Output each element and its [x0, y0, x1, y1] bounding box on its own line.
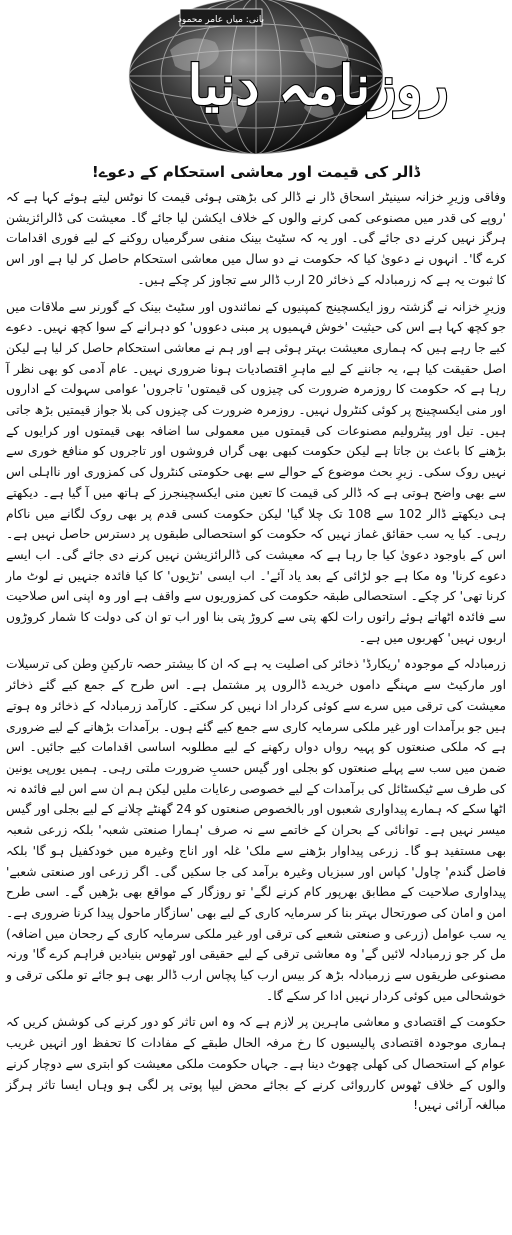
- paragraph-4: حکومت کے اقتصادی و معاشی ماہرین پر لازم ہے کہ وہ اس تاثر کو دور کرنے کی کوشش کریں کہ ہماری موجودہ اقتصادی پالیسیوں کا رخ مرفہ الحال طبقے کے مفادات کا تحفظ اور انہیں غریب عوام کے استحصال کی کھلی چھوٹ دینا ہے۔ جہاں حکومت ملکی معیشت کو ابتری سے دوچار کرنے والوں کے خلاف ٹھوس کارروائی کرنے کے بجائے محض لیپا پوتی پر لگی ہو وہاں ایسا تاثر ہرگز مبالغہ آرائی نہیں!: [6, 1015, 506, 1113]
- editorial-column: [6, 163, 506, 1118]
- paragraph-3: زرمبادلہ کے موجودہ 'ریکارڈ' ذخائر کی اصلیت یہ ہے کہ ان کا بیشتر حصہ تارکینِ وطن کی ترسیلات اور مارکیٹ سے مہنگے داموں خریدے ڈالروں پر مشتمل ہے۔ اس طرح کے جمع کیے گئے ذخائر معیشت کی ترقی میں سرے سے کوئی کردار ادا نہیں کر سکتے۔ کارآمد زرمبادلہ کے ذخائر وہ ہوتے ہیں جو برآمدات اور غیر ملکی سرمایہ کاری سے جمع کیے گئے ہوں۔ برآمدات بڑھانے کے لیے ضروری ہے کہ ملکی صنعتوں کو پہیہ رواں دواں رکھنے کے لیے مطلوبہ اساسی اقدامات کیے جائیں۔ اس ضمن میں سب سے پہلے صنعتوں کو بجلی اور گیس حسبِ ضرورت ملتی رہی۔ ہمیں یورپی یونین کی طرف سے ٹیکسٹائل کی برآمدات کے لیے خصوصی رعایات ملیں لیکن ہم ان سے اس لیے فائدہ نہ اٹھا سکے کہ ہمارے پیداواری شعبوں اور بالخصوص صنعتوں کو 24 گھنٹے چلانے کے لیے بجلی اور گیس میسر نہیں ہے۔ توانائی کے بحران کے خاتمے سے نہ صرف 'ہمارا صنعتی شعبہ' بلکہ زرعی شعبہ بھی مستفید ہو گا۔ زرعی پیداوار بڑھنے سے ملک' غلہ اور اناج وغیرہ میں خودکفیل ہو گا' بلکہ فاضل گندم' چاول' کپاس اور سبزیاں وغیرہ برآمد کی جا سکیں گی۔ اگر زرعی اور صنعتی شعبے' پیداواری صلاحیت کے مطابق بھرپور کام کرنے لگے' تو روزگار کے مواقع بھی بڑھیں گے۔ اسی طرح امن و امان کی صورتحال بہتر بنا کر سرمایہ کاری کے لیے بھی 'سازگار ماحول پیدا کرنا ضروری ہے۔ یہ سب عوامل (زرعی و صنعتی شعبے کی ترقی اور غیر ملکی سرمایہ کاری کے رجحان میں اضافہ) مل کر جو زرمبادلہ لائیں گے' وہ معاشی ترقی کے لیے حقیقی اور ٹھوس بنیادیں فراہم کرے گا' ورنہ مصنوعی طریقوں سے زرمبادلہ بڑھ کر بیس ارب کیا پچاس ارب ڈالر بھی ہو جائے تو ملکی ترقی و خوشحالی میں کوئی کردار نہیں ادا کر سکے گا۔: [6, 657, 506, 1003]
- newspaper-name-logo: روزنامہ دنیا: [187, 53, 449, 117]
- globe-logo: [0, 0, 512, 160]
- paragraph-2: وزیرِ خزانہ نے گزشتہ روز ایکسچینج کمپنیوں کے نمائندوں اور سٹیٹ بینک کے گورنر سے ملاقات میں جو کچھ کہا ہے اس کی حیثیت 'خوش فہمیوں پر مبنی دعووں' کو دہرانے کے سوا کچھ نہیں۔ دعوے کیے جا رہے ہیں کہ ہماری معیشت بہتر ہوئی ہے اور ہم نے معاشی استحکام حاصل کر لیا ہے لیکن اصل حقیقت کیا ہے، یہ جاننے کے لیے ماہرِ اقتصادیات ہونا ضروری نہیں۔ عام آدمی کو بھی نظر آ رہا ہے کہ حکومت کا روزمرہ ضرورت کی چیزوں کی قیمتوں' تاجروں' عوامی سہولت کے اداروں اور منی ایکسچینج پر کوئی کنٹرول نہیں۔ روزمرہ ضرورت کی چیزوں کی بلا جواز قیمتیں بڑھ جاتی ہیں۔ تیل اور پیٹرولیم مصنوعات کی قیمتوں میں معمولی سا اضافہ بھی قیمتوں اور کرایوں کے بڑھنے کا باعث بن جاتا ہے لیکن حکومت کبھی بھی گراں فروشوں اور تاجروں کو منافع خوری سے نہیں روک سکی۔ زیرِ بحث موضوع کے حوالے سے بھی حکومتی کنٹرول کی کمزوری اور نااہلی اس سے بھی واضح ہوتی ہے کہ ڈالر کی قیمت کا تعین منی ایکسچینجرز کے ہاتھ میں آ گیا ہے۔ دیکھتے ہی دیکھتے ڈالر 102 سے 108 تک چلا گیا' لیکن حکومت کسی قدم پر بھی روک لگانے میں ناکام رہی۔ کیا یہ سب حقائق غماز نہیں کہ حکومت کو استحصالی طبقوں پر دسترس حاصل نہیں ہے۔ اس کے باوجود دعویٰ کیا جا رہا ہے کہ معیشت کی ڈالرائزیشن نہیں کرنے دی جائے گی۔ اب ایسے دعوے کرنا' وہ مکا ہے جو لڑائی کے بعد یاد آئے'۔ اب ایسی 'تڑیوں' کا کیا فائدہ جنہیں نے لوٹ مار کرنا تھی' کر چکے۔ استحصالی طبقہ حکومت کی کمزوریوں سے واقف ہے اور وہ اپنی اس صلاحیت سے فائدہ اٹھاتے ہوئے راتوں رات لکھ پتی سے کروڑ پتی بنا اور اب تو ان کی دولت کا شمار کروڑوں اربوں نہیں' کھربوں میں ہے۔: [6, 299, 506, 645]
- editorial-headline: ڈالر کی قیمت اور معاشی استحکام کے دعوے!: [91, 163, 421, 181]
- masthead: [0, 0, 512, 160]
- paragraph-1: وفاقی وزیرِ خزانہ سینیٹر اسحاق ڈار نے ڈالر کی بڑھتی ہوئی قیمت کا نوٹس لیتے ہوئے کہا ہے کہ 'روپے کی قدر میں مصنوعی کمی کرنے والوں کے خلاف ایکشن لیا جائے گا۔ معیشت کی ڈالرائزیشن ہرگز نہیں کرنے دی جائے گی۔ اور یہ کہ سٹیٹ بینک منفی سرگرمیاں روکنے کے لیے فوری اقدامات کرے گا'۔ انہوں نے دعویٰ کیا کہ حکومت نے دو سال میں معاشی استحکام حاصل کر لیا ہے اور اس کا ثبوت یہ ہے کہ زرمبادلہ کے ذخائر 20 ارب ڈالر سے تجاوز کر چکے ہیں۔: [6, 190, 506, 287]
- founder-caption: بانی: میاں عامر محمود: [177, 15, 265, 25]
